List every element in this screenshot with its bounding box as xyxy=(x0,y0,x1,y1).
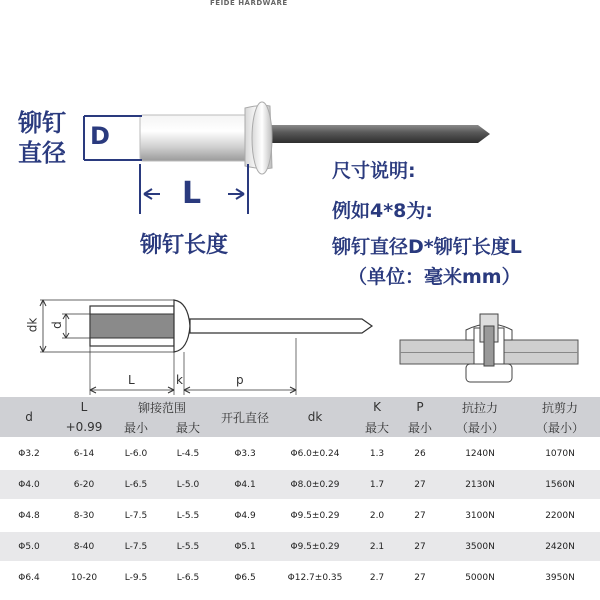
table-cell: 2.7 xyxy=(354,562,400,592)
table-row xyxy=(0,562,600,592)
table-cell: 8-40 xyxy=(58,531,110,562)
rivet-diameter-label-line2: 直径 xyxy=(18,139,66,167)
header-shear-min: （最小） xyxy=(520,417,600,438)
table-cell: 27 xyxy=(400,562,440,592)
brand-name: FEIDE HARDWARE xyxy=(210,0,288,7)
table-cell: 6-14 xyxy=(58,438,110,469)
table-cell: 27 xyxy=(400,469,440,500)
l-letter: L xyxy=(182,176,202,211)
table-cell: L-7.5 xyxy=(110,531,162,562)
header-rivet-range: 铆接范围 xyxy=(110,397,214,417)
header-tensile-min: （最小） xyxy=(440,417,520,438)
table-cell: Φ3.2 xyxy=(0,438,58,469)
table-cell: 8-30 xyxy=(58,500,110,531)
table-row xyxy=(0,500,600,531)
table-cell: L-5.0 xyxy=(162,469,214,500)
table-cell: 27 xyxy=(400,500,440,531)
diagram-L-label: L xyxy=(128,373,135,387)
diagram-d-label: d xyxy=(49,321,64,329)
spec-table xyxy=(0,397,600,592)
table-cell: 1240N xyxy=(440,438,520,469)
table-cell: 1560N xyxy=(520,469,600,500)
table-cell: 1070N xyxy=(520,438,600,469)
spec-unit: （单位：毫米mm） xyxy=(348,266,521,288)
table-cell: Φ6.5 xyxy=(214,562,276,592)
table-cell: Φ6.4 xyxy=(0,562,58,592)
table-cell: Φ4.9 xyxy=(214,500,276,531)
table-cell: Φ3.3 xyxy=(214,438,276,469)
table-cell: 6-20 xyxy=(58,469,110,500)
table-cell: 26 xyxy=(400,438,440,469)
table-cell: L-9.5 xyxy=(110,562,162,592)
table-row xyxy=(0,469,600,500)
header-L: L xyxy=(58,397,110,417)
header-hole-diameter: 开孔直径 xyxy=(214,397,276,438)
table-cell: 5000N xyxy=(440,562,520,592)
table-cell: Φ4.1 xyxy=(214,469,276,500)
table-cell: Φ4.8 xyxy=(0,500,58,531)
header-P-min: 最小 xyxy=(400,417,440,438)
table-cell: 2.0 xyxy=(354,500,400,531)
table-cell: Φ9.5±0.29 xyxy=(276,500,354,531)
table-cell: L-5.5 xyxy=(162,500,214,531)
table-cell: 1.3 xyxy=(354,438,400,469)
table-cell: 2130N xyxy=(440,469,520,500)
table-cell: Φ5.0 xyxy=(0,531,58,562)
table-cell: 2200N xyxy=(520,500,600,531)
header-dk: dk xyxy=(276,397,354,438)
table-cell: L-4.5 xyxy=(162,438,214,469)
table-cell: 3100N xyxy=(440,500,520,531)
diagram-k-label: k xyxy=(176,373,183,387)
table-cell: Φ4.0 xyxy=(0,469,58,500)
header-range-min: 最小 xyxy=(110,417,162,438)
table-cell: Φ8.0±0.29 xyxy=(276,469,354,500)
table-cell: L-6.5 xyxy=(162,562,214,592)
table-cell: 27 xyxy=(400,531,440,562)
table-cell: L-6.5 xyxy=(110,469,162,500)
table-cell: L-7.5 xyxy=(110,500,162,531)
header-K: K xyxy=(354,397,400,417)
rivet-diameter-label-line1: 铆钉 xyxy=(18,109,66,137)
spec-title: 尺寸说明: xyxy=(332,160,416,182)
header-L-tolerance: +0.99 xyxy=(58,417,110,438)
diagram-dk-label: dk xyxy=(25,317,40,333)
d-letter: D xyxy=(90,122,110,150)
technical-diagram xyxy=(40,300,372,395)
header-P: P xyxy=(400,397,440,417)
table-cell: L-6.0 xyxy=(110,438,162,469)
table-cell: 3950N xyxy=(520,562,600,592)
header-K-max: 最大 xyxy=(354,417,400,438)
rivet-diameter-label xyxy=(18,108,66,168)
table-cell: 2.1 xyxy=(354,531,400,562)
table-row xyxy=(0,531,600,562)
table-row xyxy=(0,438,600,469)
diagram-p-label: p xyxy=(236,373,244,387)
table-cell: Φ9.5±0.29 xyxy=(276,531,354,562)
spec-example: 例如4*8为: xyxy=(332,200,433,222)
table-cell: Φ6.0±0.24 xyxy=(276,438,354,469)
header-range-max: 最大 xyxy=(162,417,214,438)
header-tensile: 抗拉力 xyxy=(440,397,520,417)
rivet-body-shape xyxy=(140,115,248,161)
table-cell: Φ5.1 xyxy=(214,531,276,562)
table-cell: 2420N xyxy=(520,531,600,562)
table-cell: 3500N xyxy=(440,531,520,562)
table-cell: Φ12.7±0.35 xyxy=(276,562,354,592)
table-cell: 1.7 xyxy=(354,469,400,500)
table-cell: L-5.5 xyxy=(162,531,214,562)
header-d: d xyxy=(0,397,58,438)
mandrel-shape xyxy=(262,125,490,143)
rivet-length-label: 铆钉长度 xyxy=(140,233,229,258)
installed-rivet-diagram xyxy=(400,314,578,382)
header-shear: 抗剪力 xyxy=(520,397,600,417)
table-header-row1 xyxy=(0,397,600,417)
table-cell: 10-20 xyxy=(58,562,110,592)
spec-formula: 铆钉直径D*铆钉长度L xyxy=(332,236,522,258)
